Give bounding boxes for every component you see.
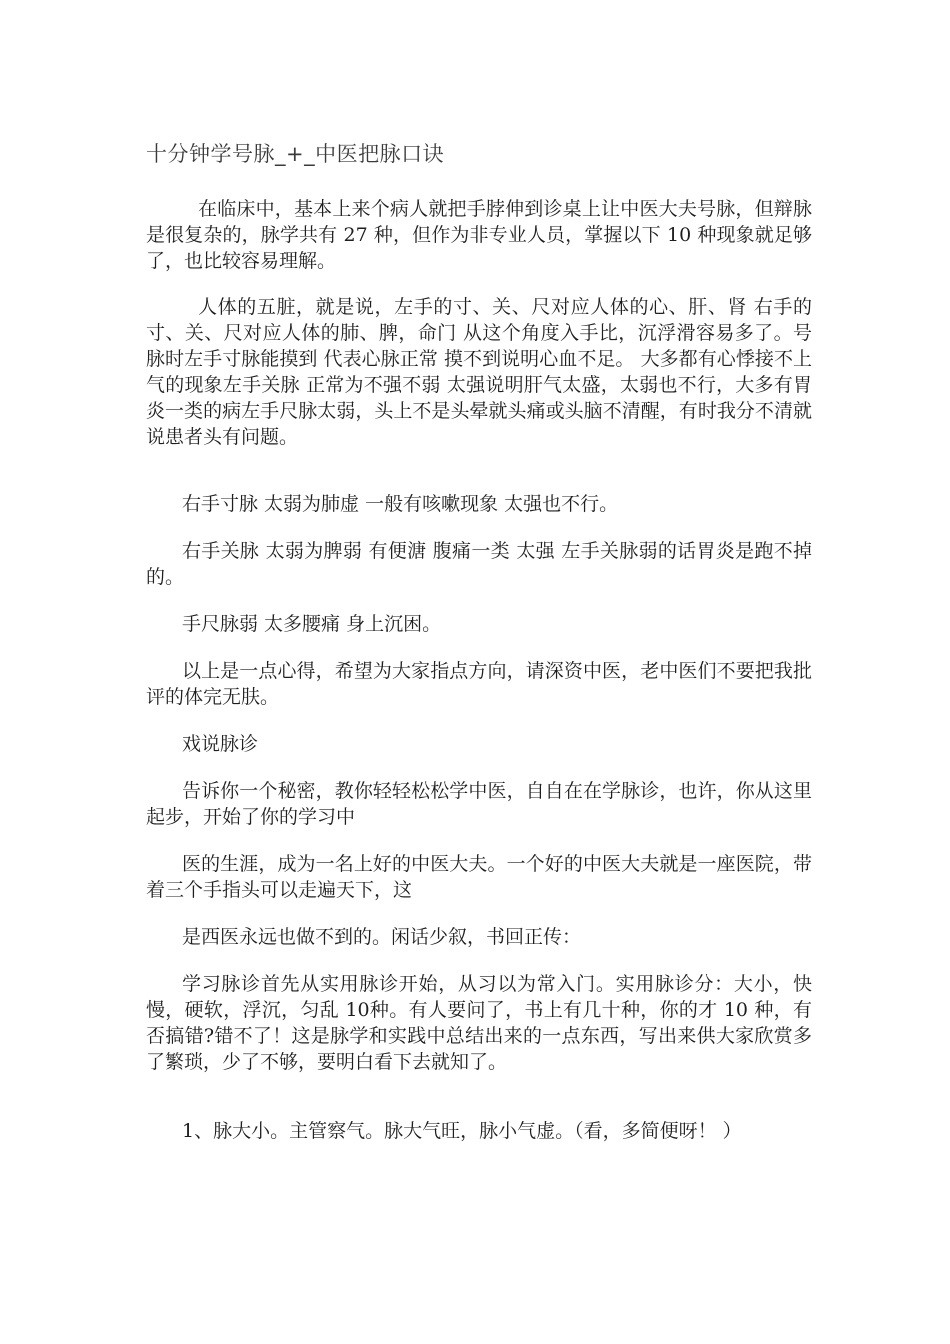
paragraph-career: 医的生涯，成为一名上好的中医大夫。一个好的中医大夫就是一座医院，带着三个手指头可以走遍天下，这 [146, 853, 812, 901]
document-title: 十分钟学号脉_+_中医把脉口诀 [146, 142, 445, 166]
section-heading: 戏说脉诊 [182, 733, 259, 755]
paragraph-western: 是西医永远也做不到的。闲话少叙，书回正传： [182, 926, 582, 948]
paragraph-secret: 告诉你一个秘密，教你轻轻松松学中医，自自在在学脉诊，也许，你从这里起步，开始了你的学习中 [146, 780, 812, 828]
paragraph-practical-pulse: 学习脉诊首先从实用脉诊开始，从习以为常入门。实用脉诊分：大小，快慢，硬软，浮沉，匀乱 10种。有人要问了，书上有几十种，你的才 10 种，有否搞错?错不了！这是脉学和实践中总结出来的一点东西，写出来供大家欣赏多了繁琐，少了不够，要明白看下去就知了。 [146, 973, 812, 1073]
paragraph-intro: 在临床中，基本上来个病人就把手脖伸到诊桌上让中医大夫号脉，但辩脉是很复杂的，脉学共有 27 种，但作为非专业人员，掌握以下 10 种现象就足够了，也比较容易理解。 [146, 198, 812, 272]
paragraph-pulse-size: 1、脉大小。主管察气。脉大气旺，脉小气虚。（看，多简便呀！ ） [182, 1120, 742, 1142]
paragraph-right-cun: 右手寸脉 太弱为肺虚 一般有咳嗽现象 太强也不行。 [182, 493, 619, 515]
paragraph-experience: 以上是一点心得，希望为大家指点方向，请深资中医，老中医们不要把我批评的体完无肤。 [146, 660, 812, 708]
paragraph-chi-pulse: 手尺脉弱 太多腰痛 身上沉困。 [182, 613, 442, 635]
paragraph-right-guan: 右手关脉 太弱为脾弱 有便溏 腹痛一类 太强 左手关脉弱的话胃炎是跑不掉的。 [146, 540, 812, 588]
paragraph-five-organs: 人体的五脏，就是说，左手的寸、关、尺对应人体的心、肝、肾 右手的寸、关、尺对应人体的肺、脾，命门 从这个角度入手比，沉浮滑容易多了。号脉时左手寸脉能摸到 代表心脉正常 摸不到说明心血不足。 大多都有心悸接不上气的现象左手关脉 正常为不强不弱 太强说明肝气太盛，太弱也不行，大多有胃炎一类的病左手尺脉太弱，头上不是头晕就头痛或头脑不清醒，有时我分不清就说患者头有问题。 [146, 296, 812, 448]
